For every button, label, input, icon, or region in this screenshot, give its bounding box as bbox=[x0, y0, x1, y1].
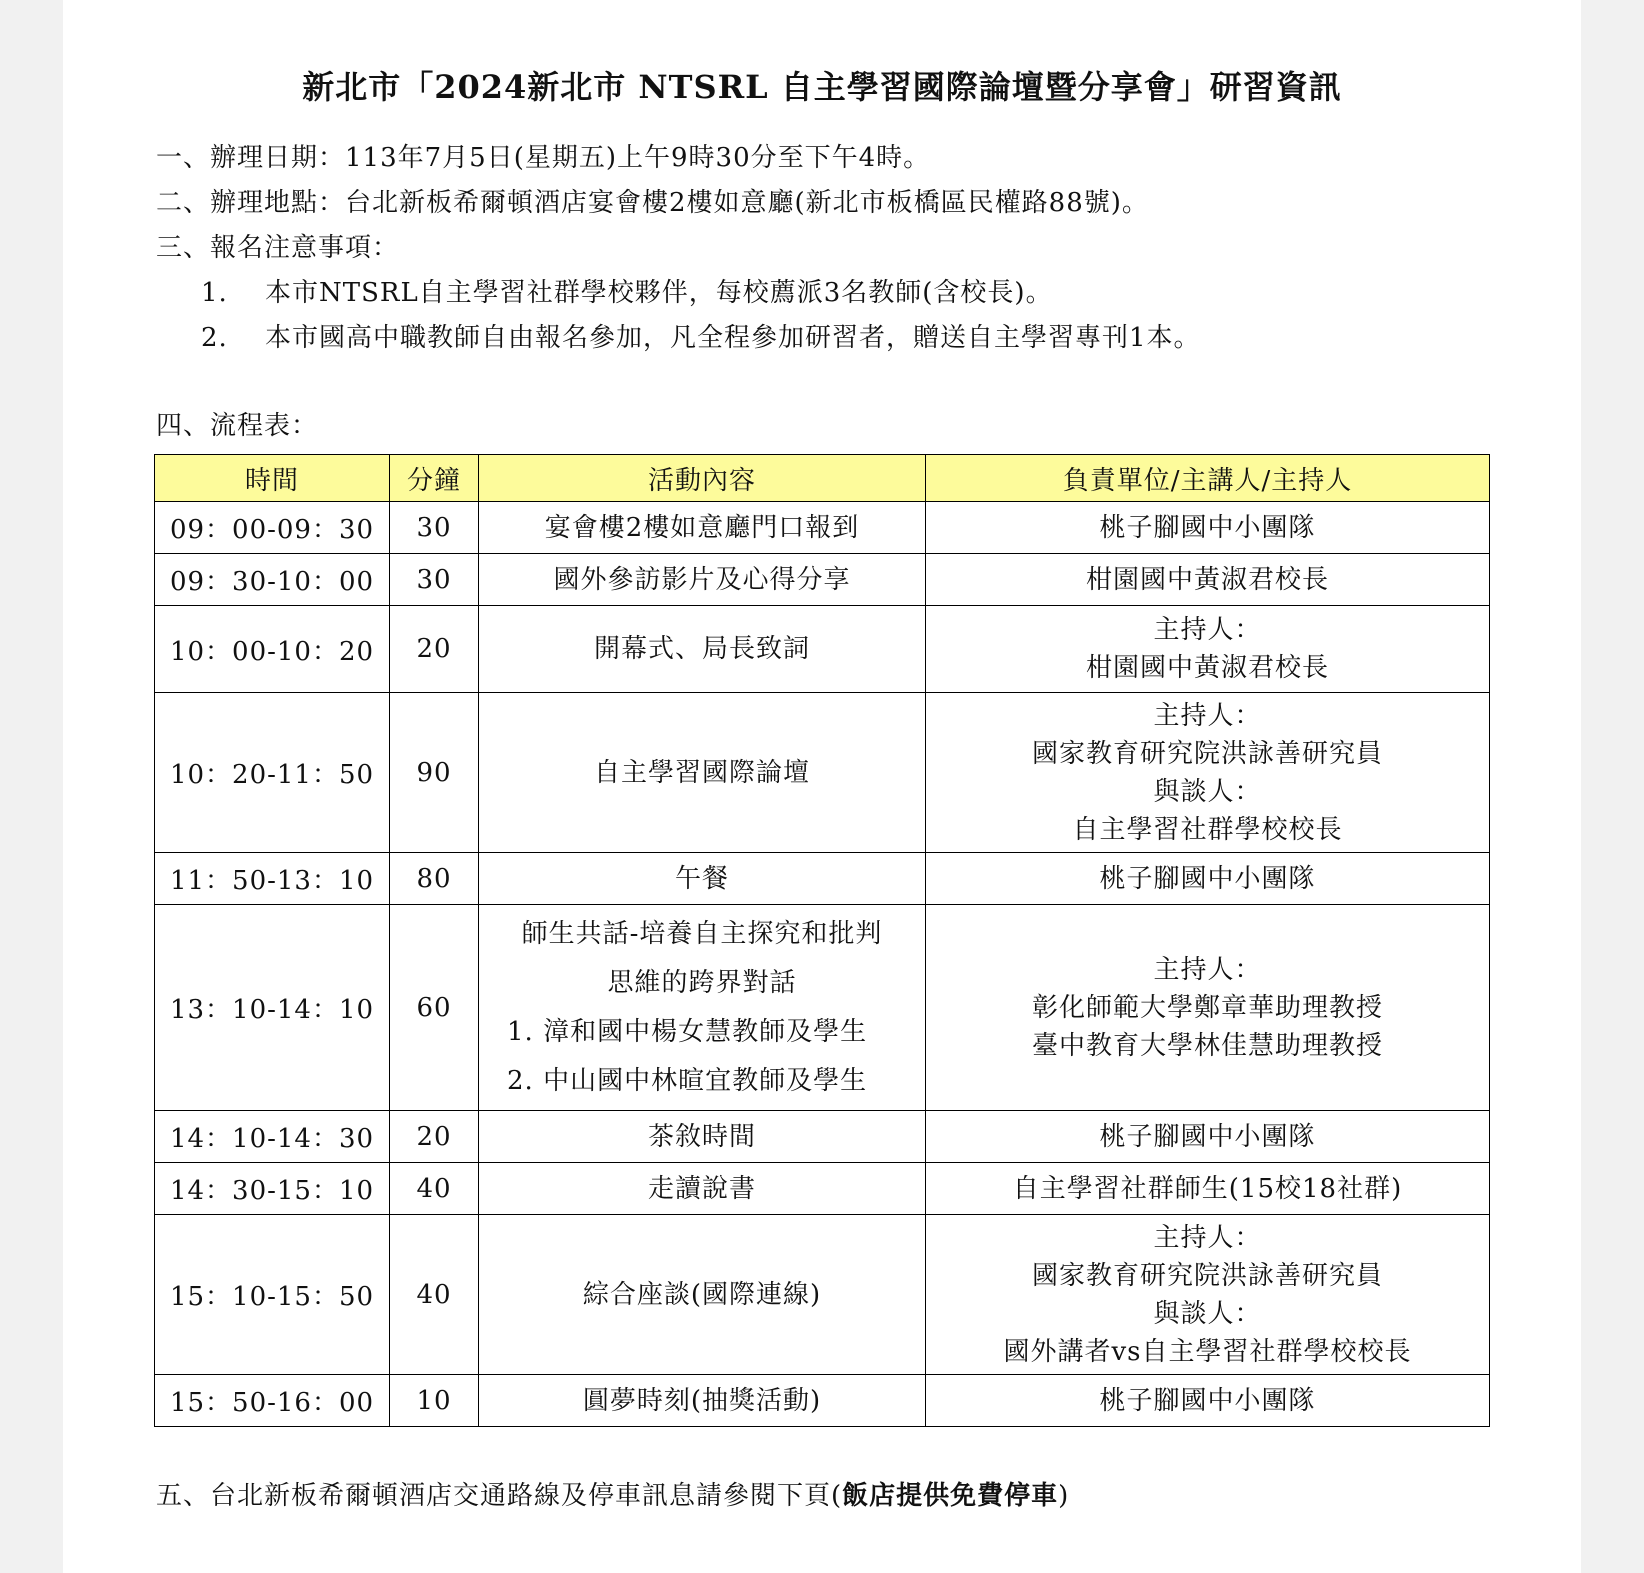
row-activity bbox=[479, 554, 926, 606]
owner-line: 自主學習社群學校校長 bbox=[1072, 814, 1343, 845]
table-row bbox=[155, 1111, 1490, 1163]
owner-line: 與談人： bbox=[1153, 776, 1262, 807]
table-row bbox=[155, 502, 1490, 554]
row-time: 10：20-11：50 bbox=[155, 693, 390, 853]
table-header-row bbox=[155, 455, 1490, 502]
row-time: 14：10-14：30 bbox=[155, 1111, 390, 1163]
owner-line: 國家教育研究院洪詠善研究員 bbox=[1031, 1260, 1383, 1291]
row-owner bbox=[926, 502, 1490, 554]
row-minutes: 40 bbox=[390, 1215, 479, 1375]
row-activity bbox=[479, 693, 926, 853]
owner-line: 柑園國中黃淑君校長 bbox=[1085, 564, 1329, 595]
table-row bbox=[155, 1163, 1490, 1215]
owner-line: 國家教育研究院洪詠善研究員 bbox=[1031, 738, 1383, 769]
row-owner bbox=[926, 853, 1490, 905]
activity-line: 開幕式、局長致詞 bbox=[593, 634, 810, 664]
row-activity bbox=[479, 853, 926, 905]
row-time: 11：50-13：10 bbox=[155, 853, 390, 905]
header-activity: 活動內容 bbox=[479, 455, 926, 502]
owner-line: 與談人： bbox=[1153, 1298, 1262, 1329]
schedule-table bbox=[154, 454, 1490, 1427]
activity-line: 午餐 bbox=[674, 863, 729, 894]
row-activity bbox=[479, 606, 926, 693]
transport-note bbox=[156, 1475, 1069, 1512]
registration-note bbox=[201, 317, 1201, 354]
row-owner bbox=[926, 1215, 1490, 1375]
activity-line: 1. 漳和國中楊女慧教師及學生 bbox=[507, 1016, 868, 1047]
owner-line: 主持人： bbox=[1153, 700, 1262, 731]
activity-line: 自主學習國際論壇 bbox=[593, 757, 810, 788]
header-minutes: 分鐘 bbox=[390, 455, 479, 502]
row-time: 09：00-09：30 bbox=[155, 502, 390, 554]
row-minutes: 80 bbox=[390, 853, 479, 905]
owner-line: 桃子腳國中小團隊 bbox=[1099, 1385, 1316, 1416]
registration-note bbox=[201, 272, 1053, 309]
owner-line: 自主學習社群師生(15校18社群) bbox=[1012, 1173, 1403, 1204]
row-time: 14：30-15：10 bbox=[155, 1163, 390, 1215]
owner-line: 國外講者vs自主學習社群學校校長 bbox=[1003, 1336, 1412, 1367]
row-time: 15：10-15：50 bbox=[155, 1215, 390, 1375]
activity-line: 思維的跨界對話 bbox=[607, 967, 797, 998]
transport-note-suffix: ) bbox=[1058, 1481, 1070, 1511]
event-venue: 二、辦理地點：台北新板希爾頓酒店宴會樓2樓如意廳(新北市板橋區民權路88號)。 bbox=[156, 188, 1149, 218]
row-owner bbox=[926, 554, 1490, 606]
row-time: 10：00-10：20 bbox=[155, 606, 390, 693]
table-row bbox=[155, 693, 1490, 853]
owner-line: 彰化師範大學鄭章華助理教授 bbox=[1031, 992, 1383, 1023]
table-row bbox=[155, 905, 1490, 1111]
activity-line: 走讀說書 bbox=[647, 1173, 756, 1204]
owner-line: 主持人： bbox=[1153, 615, 1262, 645]
owner-line: 主持人： bbox=[1153, 954, 1262, 985]
row-activity bbox=[479, 1111, 926, 1163]
owner-line: 臺中教育大學林佳慧助理教授 bbox=[1031, 1030, 1383, 1061]
row-time: 13：10-14：10 bbox=[155, 905, 390, 1111]
owner-line: 桃子腳國中小團隊 bbox=[1099, 1121, 1316, 1152]
row-time: 15：50-16：00 bbox=[155, 1375, 390, 1427]
free-parking-note: 飯店提供免費停車 bbox=[842, 1481, 1059, 1511]
table-body bbox=[155, 502, 1490, 1427]
table-row bbox=[155, 606, 1490, 693]
table-row bbox=[155, 554, 1490, 606]
row-minutes: 60 bbox=[390, 905, 479, 1111]
row-minutes: 40 bbox=[390, 1163, 479, 1215]
activity-line: 宴會樓2樓如意廳門口報到 bbox=[544, 512, 860, 543]
note-number: 2. bbox=[201, 323, 228, 353]
row-owner bbox=[926, 693, 1490, 853]
row-activity bbox=[479, 502, 926, 554]
owner-line: 柑園國中黃淑君校長 bbox=[1085, 653, 1329, 683]
row-activity bbox=[479, 905, 926, 1111]
table-row bbox=[155, 1375, 1490, 1427]
note-text: 本市國高中職教師自由報名參加，凡全程參加研習者，贈送自主學習專刊1本。 bbox=[265, 323, 1201, 353]
header-owner: 負責單位/主講人/主持人 bbox=[926, 455, 1490, 502]
table-row bbox=[155, 1215, 1490, 1375]
activity-line: 茶敘時間 bbox=[647, 1121, 756, 1152]
row-minutes: 90 bbox=[390, 693, 479, 853]
row-activity bbox=[479, 1375, 926, 1427]
row-minutes: 20 bbox=[390, 1111, 479, 1163]
schedule-heading: 四、流程表： bbox=[156, 411, 319, 441]
document-title: 新北市「2024新北市 NTSRL 自主學習國際論壇暨分享會」研習資訊 bbox=[302, 68, 1342, 106]
row-owner bbox=[926, 1375, 1490, 1427]
row-minutes: 10 bbox=[390, 1375, 479, 1427]
row-activity bbox=[479, 1163, 926, 1215]
transport-note-text: 五、台北新板希爾頓酒店交通路線及停車訊息請參閱下頁( bbox=[156, 1481, 843, 1511]
row-owner bbox=[926, 1111, 1490, 1163]
row-minutes: 30 bbox=[390, 554, 479, 606]
owner-line: 主持人： bbox=[1153, 1222, 1262, 1253]
registration-notes-heading: 三、報名注意事項： bbox=[156, 233, 400, 263]
row-minutes: 30 bbox=[390, 502, 479, 554]
activity-line: 綜合座談(國際連線) bbox=[582, 1279, 822, 1310]
owner-line: 桃子腳國中小團隊 bbox=[1099, 512, 1316, 543]
owner-line: 桃子腳國中小團隊 bbox=[1099, 863, 1316, 894]
row-owner bbox=[926, 606, 1490, 693]
table-row bbox=[155, 853, 1490, 905]
header-time: 時間 bbox=[155, 455, 390, 502]
activity-line: 2. 中山國中林暄宜教師及學生 bbox=[507, 1065, 868, 1096]
row-time: 09：30-10：00 bbox=[155, 554, 390, 606]
row-activity bbox=[479, 1215, 926, 1375]
document-page bbox=[63, 0, 1581, 1573]
note-number: 1. bbox=[201, 278, 228, 308]
row-owner bbox=[926, 1163, 1490, 1215]
activity-line: 師生共話-培養自主探究和批判 bbox=[521, 918, 883, 949]
row-minutes: 20 bbox=[390, 606, 479, 693]
activity-line: 圓夢時刻(抽獎活動) bbox=[582, 1385, 822, 1416]
event-date: 一、辦理日期：113年7月5日(星期五)上午9時30分至下午4時。 bbox=[156, 143, 931, 173]
row-owner bbox=[926, 905, 1490, 1111]
activity-line: 國外參訪影片及心得分享 bbox=[553, 564, 851, 595]
note-text: 本市NTSRL自主學習社群學校夥伴，每校薦派3名教師(含校長)。 bbox=[265, 278, 1053, 308]
